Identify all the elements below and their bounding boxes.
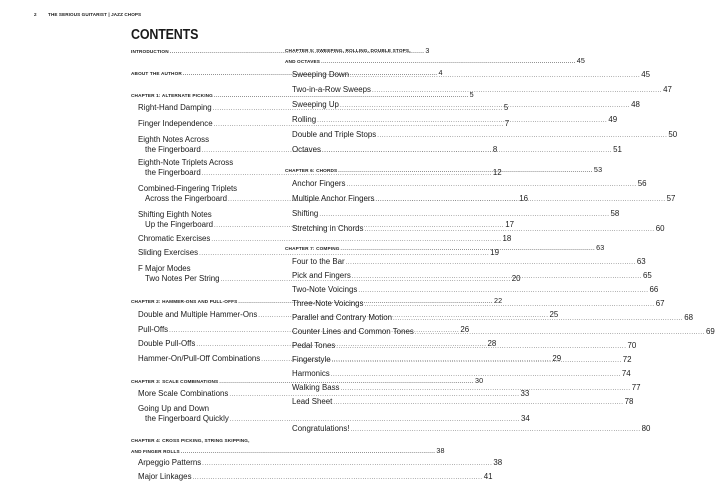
toc-entry: Double and Triple Stops ..... 50 xyxy=(285,130,431,141)
toc-entry: Anchor Fingers ..... 56 xyxy=(285,179,431,190)
toc-entry: More Scale Combinations ..... 33 xyxy=(131,389,277,400)
toc-entry: Sweeping Up ..... 48 xyxy=(285,100,431,111)
toc-entry: Double Pull-Offs ..... 28 xyxy=(131,339,277,350)
toc-entry-line: Combined-Fingering Triplets xyxy=(138,184,238,193)
toc-chapter-3: CHAPTER 3: SCALE COMBINATIONS ..... 30 xyxy=(131,377,277,386)
toc-entry: Three-Note Voicings ..... 67 xyxy=(285,299,431,310)
toc-entry: Two-Note Voicings ..... 66 xyxy=(285,285,431,296)
toc-entry: Fingerstyle ..... 72 xyxy=(285,355,431,366)
toc-entry: Double and Multiple Hammer-Ons ..... 25 xyxy=(131,310,277,321)
toc-entry: Four to the Bar ..... 63 xyxy=(285,257,431,268)
toc-entry: Arpeggio Patterns ..... 38 xyxy=(131,458,277,469)
toc-entry: Two Notes Per String ..... 20 xyxy=(131,274,277,285)
toc-entry: Sweeping Down ..... 45 xyxy=(285,70,431,81)
toc-chapter-7: CHAPTER 7: COMPING ..... 63 xyxy=(285,244,431,253)
toc-entry: Major Linkages ..... 41 xyxy=(131,472,277,483)
toc-entry: the Fingerboard ..... 8 xyxy=(131,145,277,156)
toc-entry-line: Eighth Notes Across xyxy=(138,135,210,144)
toc-entry: the Fingerboard ..... 12 xyxy=(131,168,277,179)
toc-chapter-5-line: CHAPTER 5: SWEEPING, ROLLING, DOUBLE STOPS, xyxy=(285,48,411,53)
page-title: CONTENTS xyxy=(131,27,199,43)
running-title: THE SERIOUS GUITARIST | JAZZ CHOPS xyxy=(48,12,142,17)
toc-entry: the Fingerboard Quickly ..... 34 xyxy=(131,414,277,425)
toc-chapter-6: CHAPTER 6: CHORDS ..... 53 xyxy=(285,166,431,175)
toc-entry: Right-Hand Damping ..... 5 xyxy=(131,103,277,114)
toc-entry-about-author: ABOUT THE AUTHOR ..... 4 xyxy=(131,69,277,78)
toc-entry: Chromatic Exercises ..... 18 xyxy=(131,234,277,245)
toc-entry: Pull-Offs ..... 26 xyxy=(131,325,277,336)
toc-entry: Two-in-a-Row Sweeps ..... 47 xyxy=(285,85,431,96)
toc-entry-line: Going Up and Down xyxy=(138,404,210,413)
toc-entry: Sliding Exercises ..... 19 xyxy=(131,248,277,259)
toc-entry: Across the Fingerboard ..... 16 xyxy=(131,194,277,205)
toc-entry: Up the Fingerboard ..... 17 xyxy=(131,220,277,231)
running-header xyxy=(34,12,141,17)
toc-entry: Finger Independence ..... 7 xyxy=(131,119,277,130)
toc-entry-introduction: INTRODUCTION ..... 3 xyxy=(131,47,277,56)
toc-entry: Stretching in Chords ..... 60 xyxy=(285,224,431,235)
toc-entry: Octaves ..... 51 xyxy=(285,145,431,156)
toc-entry: Shifting ..... 58 xyxy=(285,209,431,220)
toc-entry: Lead Sheet ..... 78 xyxy=(285,397,431,408)
toc-entry: Counter Lines and Common Tones ..... 69 xyxy=(285,327,431,338)
toc-entry: Hammer-On/Pull-Off Combinations ..... 29 xyxy=(131,354,277,365)
toc-entry: Rolling ..... 49 xyxy=(285,115,431,126)
toc-entry-congratulations: Congratulations! ..... 80 xyxy=(285,424,431,435)
toc-entry: Parallel and Contrary Motion ..... 68 xyxy=(285,313,431,324)
toc-chapter-4: AND FINGER ROLLS ..... 38 xyxy=(131,447,277,456)
toc-entry: Multiple Anchor Fingers ..... 57 xyxy=(285,194,431,205)
toc-entry-line: Eighth-Note Triplets Across xyxy=(138,158,234,167)
toc-entry: Pedal Tones ..... 70 xyxy=(285,341,431,352)
toc-entry-line: Shifting Eighth Notes xyxy=(138,210,212,219)
toc-entry: Walking Bass ..... 77 xyxy=(285,383,431,394)
toc-entry: Harmonics ..... 74 xyxy=(285,369,431,380)
toc-chapter-5: AND OCTAVES ..... 45 xyxy=(285,57,431,66)
toc-entry: Pick and Fingers ..... 65 xyxy=(285,271,431,282)
toc-chapter-4-line: CHAPTER 4: CROSS PICKING, STRING SKIPPING, xyxy=(131,438,250,443)
toc-entry-line: F Major Modes xyxy=(138,264,191,273)
page-number: 2 xyxy=(34,12,37,17)
toc-chapter-2: CHAPTER 2: HAMMER-ONS AND PULL-OFFS ..... 22 xyxy=(131,297,277,306)
toc-chapter-1: CHAPTER 1: ALTERNATE PICKING ..... 5 xyxy=(131,91,277,100)
